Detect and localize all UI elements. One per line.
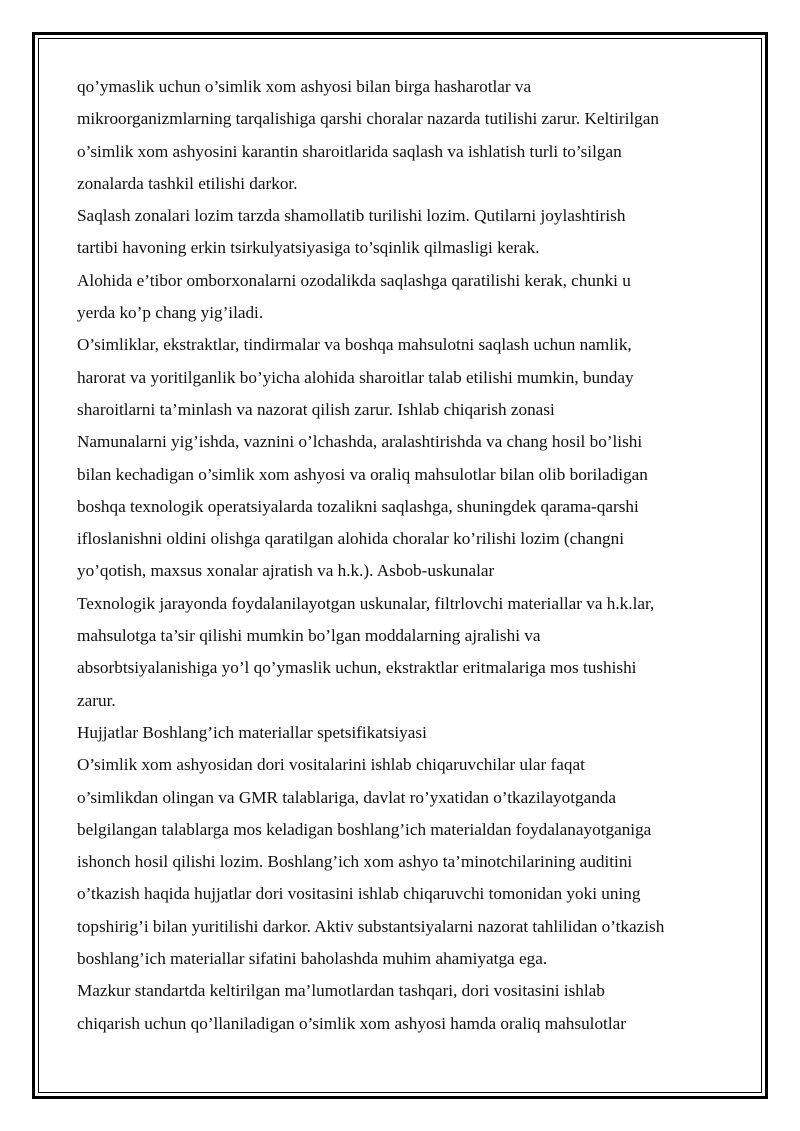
text-line: Saqlash zonalari lozim tarzda shamollatib turilishi lozim. Qutilarni joylashtirish xyxy=(77,206,626,226)
text-line: ishonch hosil qilishi lozim. Boshlang’ich xom ashyo ta’minotchilarining auditini xyxy=(77,852,633,872)
text-line: Namunalarni yig’ishda, vaznini o’lchashda, aralashtirishda va chang hosil bo’lishi xyxy=(77,432,643,452)
text-line: mikroorganizmlarning tarqalishiga qarshi choralar nazarda tutilishi zarur. Keltirilgan xyxy=(77,109,659,129)
text-line: o’simlikdan olingan va GMR talablariga, davlat ro’yxatidan o’tkazilayotganda xyxy=(77,787,617,807)
text-line: bilan kechadigan o’simlik xom ashyosi va oraliq mahsulotlar bilan olib boriladigan xyxy=(77,464,648,484)
text-line: o’simlik xom ashyosini karantin sharoitlarida saqlash va ishlatish turli to’silgan xyxy=(77,141,622,161)
text-line: O’simliklar, ekstraktlar, tindirmalar va boshqa mahsulotni saqlash uchun namlik, xyxy=(77,335,632,355)
text-line: boshlang’ich materiallar sifatini baholashda muhim ahamiyatga ega. xyxy=(77,949,548,969)
text-line: tartibi havoning erkin tsirkulyatsiyasiga to’sqinlik qilmasligi kerak. xyxy=(77,238,540,258)
text-line: yo’qotish, maxsus xonalar ajratish va h.k.). Asbob-uskunalar xyxy=(77,561,495,581)
text-line: yerda ko’p chang yig’iladi. xyxy=(77,303,264,323)
text-line: O’simlik xom ashyosidan dori vositalarini ishlab chiqaruvchilar ular faqat xyxy=(77,755,585,775)
text-line: chiqarish uchun qo’llaniladigan o’simlik xom ashyosi hamda oraliq mahsulotlar xyxy=(77,1013,626,1033)
text-line: Mazkur standartda keltirilgan ma’lumotlardan tashqari, dori vositasini ishlab xyxy=(77,981,605,1001)
text-line: topshirig’i bilan yuritilishi darkor. Aktiv substantsiyalarni nazorat tahlilidan o’tkazish xyxy=(77,916,665,936)
text-line: Texnologik jarayonda foydalanilayotgan uskunalar, filtrlovchi materiallar va h.k.lar, xyxy=(77,593,655,613)
text-line: harorat va yoritilganlik bo’yicha alohida sharoitlar talab etilishi mumkin, bunday xyxy=(77,367,634,387)
text-line: zarur. xyxy=(77,690,116,710)
text-line: mahsulotga ta’sir qilishi mumkin bo’lgan moddalarning ajralishi va xyxy=(77,626,541,646)
text-line: absorbtsiyalanishiga yo’l qo’ymaslik uchun, ekstraktlar eritmalariga mos tushishi xyxy=(77,658,637,678)
text-line: boshqa texnologik operatsiyalarda tozalikni saqlashga, shuningdek qarama-qarshi xyxy=(77,496,639,516)
text-line: zonalarda tashkil etilishi darkor. xyxy=(77,173,298,193)
text-line: qo’ymaslik uchun o’simlik xom ashyosi bilan birga hasharotlar va xyxy=(77,77,532,96)
text-line: Hujjatlar Boshlang’ich materiallar spetsifikatsiyasi xyxy=(77,722,427,742)
text-line: ifloslanishni oldini olishga qaratilgan alohida choralar ko’rilishi lozim (changni xyxy=(77,529,625,549)
text-line: o’tkazish haqida hujjatlar dori vositasini ishlab chiqaruvchi tomonidan yoki uning xyxy=(77,884,641,904)
document-body xyxy=(77,71,737,1040)
text-line: belgilangan talablarga mos keladigan boshlang’ich materialdan foydalanayotganiga xyxy=(77,819,652,839)
text-line: Alohida e’tibor omborxonalarni ozodalikda saqlashga qaratilishi kerak, chunki u xyxy=(77,270,631,290)
text-line: sharoitlarni ta’minlash va nazorat qilish zarur. Ishlab chiqarish zonasi xyxy=(77,399,555,419)
